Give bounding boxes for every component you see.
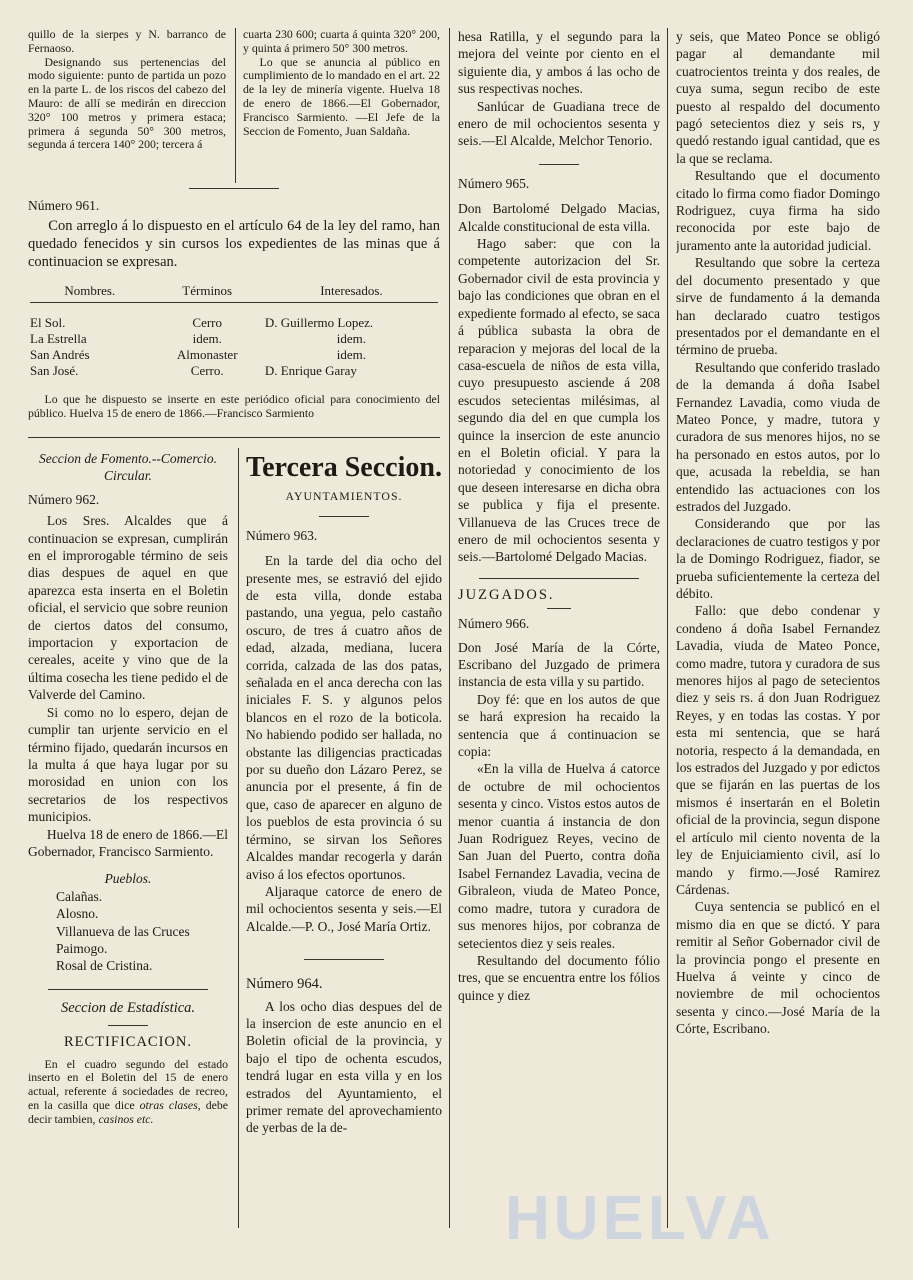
paragraph: Sanlúcar de Guadiana trece de enero de mil ochocientos sesenta y seis.—El Alcalde, Melchor Tenorio. bbox=[458, 98, 660, 149]
paragraph: «En la villa de Huelva á catorce de octubre de mil ochocientos sesenta y cinco. Vistos estos autos de menor cuantia á instancia de don Juan Rodriguez Reyes, vecino de San Juan del Puerto, contra doña Isabel Fernandez Lavadia, vecina de Gibraleon, viuda de Mateo Ponce, como madre, tutora y curadora de sus menores hijos, por cobranza de setecientos diez y seis reales. bbox=[458, 761, 660, 951]
divider bbox=[189, 188, 279, 189]
table-cell: El Sol. bbox=[30, 315, 66, 331]
subsection-heading: AYUNTAMIENTOS. bbox=[285, 489, 403, 503]
paragraph: Resultando que el documento citado lo firma como fiador Domingo Rodriguez, cuya firma ha sido reconocida por este bajo de juramento ante la autoridad judicial. bbox=[676, 168, 880, 253]
list-item: Alosno. bbox=[56, 906, 99, 922]
table-cell: D. Guillermo Lopez. bbox=[264, 315, 374, 331]
table-cell: San José. bbox=[30, 363, 79, 379]
paragraph: quillo de la sierpes y N. barranco de Fernaoso. bbox=[28, 28, 226, 55]
paragraph: Doy fé: que en los autos de que se hará expresion ha recaido la sentencia que á continuacion se copia: bbox=[458, 691, 660, 760]
notice-number: Número 965. bbox=[458, 175, 530, 191]
paragraph: En la tarde del dia ocho del presente mes, se estravió del ejido de esta villa, donde estaba pastando, una yegua, pelo castaño oscuro, de tres á cuatro años de edad, alzada, mediana, lucera corrida, calzada de las dos patas, señalada en el anca derecha con las iniciales F. S. y algunos pelos blancos en el rozo de la boticola. No habiendo podido ser hallada, no obstante las diligencias practicadas por su dueño don Lázaro Perez, se anuncia por el presente, á fin de que, caso de aparecer en alguno de los pueblos de esta provincia ó su término, se sirvan los Señores Alcaldes mandar recogerla y darán aviso á los efectos oportunos. bbox=[246, 553, 442, 882]
notice-number: Número 964. bbox=[246, 976, 323, 993]
column-1-lower bbox=[28, 450, 228, 1127]
table-cell: Almonaster bbox=[176, 347, 238, 363]
divider bbox=[539, 164, 579, 165]
notice-961 bbox=[28, 188, 440, 421]
column-2-top bbox=[243, 28, 440, 138]
paragraph: Aljaraque catorce de enero de mil ochocientos sesenta y seis.—El Alcalde.—P. O., José María Ortiz. bbox=[246, 883, 442, 934]
column-rule bbox=[449, 28, 450, 1228]
notice-number: Número 963. bbox=[246, 527, 318, 543]
table-cell: idem. bbox=[336, 347, 367, 363]
list-item: Paimogo. bbox=[56, 940, 108, 956]
paragraph: Si como no lo espero, dejan de cumplir tan urjente servicio en el término fijado, quedarán incursos en la multa á que haya lugar por su morosidad en union con los secretarios de los respectivos municipios. bbox=[28, 704, 228, 825]
section-heading: Seccion de Estadística. bbox=[60, 999, 196, 1016]
paragraph: Don José María de la Córte, Escribano del Juzgado de primera instancia de esta villa y su partido. bbox=[458, 639, 660, 690]
text: En el cuadro segundo del estado inserto en el Boletin del 15 de enero actual, referente á sociedades de recreo, en la casilla que dice bbox=[28, 1056, 228, 1112]
column-header: Términos bbox=[182, 283, 233, 299]
section-heading: JUZGADOS. bbox=[458, 586, 555, 603]
paragraph: Fallo: que debo condenar y condeno á doña Isabel Fernandez Lavadia, viuda de Mateo Ponce, como madre, tutora y curadora de sus menores hijos al pago de setecientos diez y seis rs. á don Juan Rodriguez Reyes, y en todas las costas. Y por esta mi sentencia, que se hará notoria, respecto á la demandada, en los estrados del Juzgado y por edictos que se fijarán en las puertas de los mismos é insertarán en el Boletin oficial de la provincia, segun dispone el artículo mil ciento noventa de la ley de Enjuiciamiento civil, así lo mando y firmo.—José Ramirez Cárdenas. bbox=[676, 603, 880, 897]
table-header bbox=[28, 283, 440, 299]
paragraph: Lo que se anuncia al público en cumplimiento de lo mandado en el art. 22 de la ley de minería vigente. Huelva 18 de enero de 1866.—El Gobernador, Francisco Sarmiento. —El Jefe de la Seccion de Fomento, Juan Saldaña. bbox=[243, 54, 440, 138]
paragraph: Hago saber: que con la competente autorizacion del Sr. Gobernador civil de esta provincia y bajo las condiciones que obran en el expediente formado al efecto, se saca á pública subasta la obra de reparacion y mejoras del local de la casa-escuela de niños de esta villa, cuyo presupuesto asciende á 208 escudos setecientas milésimas, al segundo dia del en que cumpla los quince la insercion de este anuncio en el Boletin oficial. Y para la notoriedad y conocimiento de los que deseen interesarse en dicha obra se publica y fija el presente. Villanueva de las Cruces trece de enero de mil ochocientos sesenta y seis.—Bartolomé Delgado Macias. bbox=[458, 236, 660, 565]
divider bbox=[319, 516, 369, 517]
paragraph: cuarta 230 600; cuarta á quinta 320° 200, y quinta á primero 50° 300 metros. bbox=[243, 28, 440, 55]
section-rule bbox=[28, 437, 440, 438]
list-heading: Pueblos. bbox=[104, 871, 152, 887]
towns-list bbox=[28, 888, 228, 975]
text: casinos etc. bbox=[98, 1111, 154, 1126]
paragraph: Con arreglo á lo dispuesto en el artículo 64 de la ley del ramo, han quedado fenecidos y sin cursos los expedientes de las minas que á continuacion se expresan. bbox=[28, 218, 440, 270]
notice-number: Número 962. bbox=[28, 491, 100, 507]
library-watermark: HUELVA bbox=[505, 1184, 775, 1253]
list-item: Calañas. bbox=[56, 888, 103, 904]
paragraph: Don Bartolomé Delgado Macias, Alcalde constitucional de esta villa. bbox=[458, 201, 660, 234]
divider bbox=[48, 989, 208, 990]
table-cell: Cerro. bbox=[190, 363, 224, 379]
text: otras clases bbox=[139, 1097, 198, 1112]
list-item: Villanueva de las Cruces bbox=[56, 923, 190, 939]
notice-number: Número 961. bbox=[28, 198, 100, 213]
section-heading: Seccion de Fomento.--Comercio. Circular. bbox=[39, 451, 217, 484]
column-4 bbox=[676, 28, 880, 1038]
list-item: Rosal de Cristina. bbox=[56, 958, 153, 974]
column-rule bbox=[238, 448, 239, 1228]
heading: RECTIFICACION. bbox=[64, 1034, 192, 1051]
notice-number: Número 966. bbox=[458, 616, 530, 632]
column-1-top bbox=[28, 28, 226, 152]
column-2-lower bbox=[246, 450, 442, 1137]
paragraph: A los ocho dias despues del de la insercion de este anuncio en el Boletin oficial de la provincia, y bajo el tipo de ochenta escudos, tendrá lugar en esta villa y en los estrados del Ayuntamiento, el primer remate del aprovechamiento de yerbas de la de- bbox=[246, 998, 442, 1136]
column-header: Nombres. bbox=[64, 283, 116, 299]
divider bbox=[304, 959, 384, 960]
column-rule bbox=[235, 28, 236, 183]
table-row bbox=[28, 363, 440, 379]
paragraph: Cuya sentencia se publicó en el mismo dia en que se dictó. Y para remitir al Señor Gobernador civil de la provincia pongo el presente en Huelva á veinte y cinco de noviembre de mil ochocientos sesenta y cinco.—José María de la Córte, Escribano. bbox=[676, 899, 880, 1037]
divider bbox=[479, 578, 639, 579]
column-rule bbox=[667, 28, 668, 1228]
column-header: Interesados. bbox=[320, 283, 383, 299]
table-row bbox=[28, 315, 440, 331]
table-row bbox=[28, 331, 440, 347]
column-3 bbox=[458, 28, 660, 1004]
table-cell: idem. bbox=[336, 331, 367, 347]
paragraph: hesa Ratilla, y el segundo para la mejora del veinte por ciento en el siguiente dia, y ambos á las ocho de sus respectivas noches. bbox=[458, 29, 660, 97]
paragraph: y seis, que Mateo Ponce se obligó pagar al demandante mil cuatrocientos treinta y dos reales, de cuya suma, segun recibo de este puesto al respaldo del documento pagó setecientos diez y seis rs, y quedó restando igual cantidad, que es la que se reclama. bbox=[676, 29, 880, 166]
paragraph: Designando sus pertenencias del modo siguiente: punto de partida un pozo en la parte L. de los riscos del cabezo del Mauro: de allí se medirán en direccion 320° 100 metros y primera estaca; primera á segunda 50° 300 metros, segunda á tercera 140° 200; tercera á bbox=[28, 54, 226, 152]
table-cell: La Estrella bbox=[30, 331, 87, 347]
table-cell: Cerro bbox=[192, 315, 223, 331]
text: , debe decir tambien, bbox=[28, 1097, 228, 1126]
paragraph: Lo que he dispuesto se inserte en este periódico oficial para conocimiento del público. Huelva 15 de enero de 1866.—Francisco Sarmiento bbox=[28, 392, 440, 420]
mines-table bbox=[28, 283, 440, 379]
table-cell: idem. bbox=[192, 331, 222, 347]
section-title: Tercera Seccion. bbox=[246, 452, 442, 483]
table-cell: San Andrés bbox=[30, 347, 90, 363]
paragraph: Considerando que por las declaraciones de cuatro testigos y por la de Domingo Rodriguez, fiador, se prueba suficientemente la certeza del débito. bbox=[676, 516, 880, 601]
paragraph: Resultando que sobre la certeza del documento presentado y que sirve de fundamento á la demanda han declarado cuatro testigos presentados por el demandante en el término de prueba. bbox=[676, 255, 880, 358]
divider bbox=[547, 608, 571, 609]
table-cell: D. Enrique Garay bbox=[264, 363, 357, 379]
table-row bbox=[28, 347, 440, 363]
paragraph: Huelva 18 de enero de 1866.—El Gobernador, Francisco Sarmiento. bbox=[28, 826, 228, 859]
paragraph bbox=[28, 1058, 228, 1127]
paragraph: Los Sres. Alcaldes que á continuacion se expresan, cumplirán en el improrogable término de seis dias despues de aquel en que aparezca esta inserta en el Boletin oficial, el servicio que sobre reunion de ciertos datos del consumo, importacion y exportacion de cereales, aceite y vino que de la última cosecha les tiene pedido el de Valverde del Camino. bbox=[28, 513, 228, 703]
paragraph: Resultando del documento fólio tres, que se encuentra entre los fólios quince y diez bbox=[458, 952, 660, 1003]
divider bbox=[108, 1025, 148, 1026]
paragraph: Resultando que conferido traslado de la demanda á doña Isabel Fernandez Lavadia, como viuda de Mateo Ponce, y madre, tutora y curadora de sus menores hijos, no se ha personado en estos autos, por lo que, acusada la rebeldia, se han entendido las actuaciones con los estrados del Juzgado. bbox=[676, 359, 880, 514]
